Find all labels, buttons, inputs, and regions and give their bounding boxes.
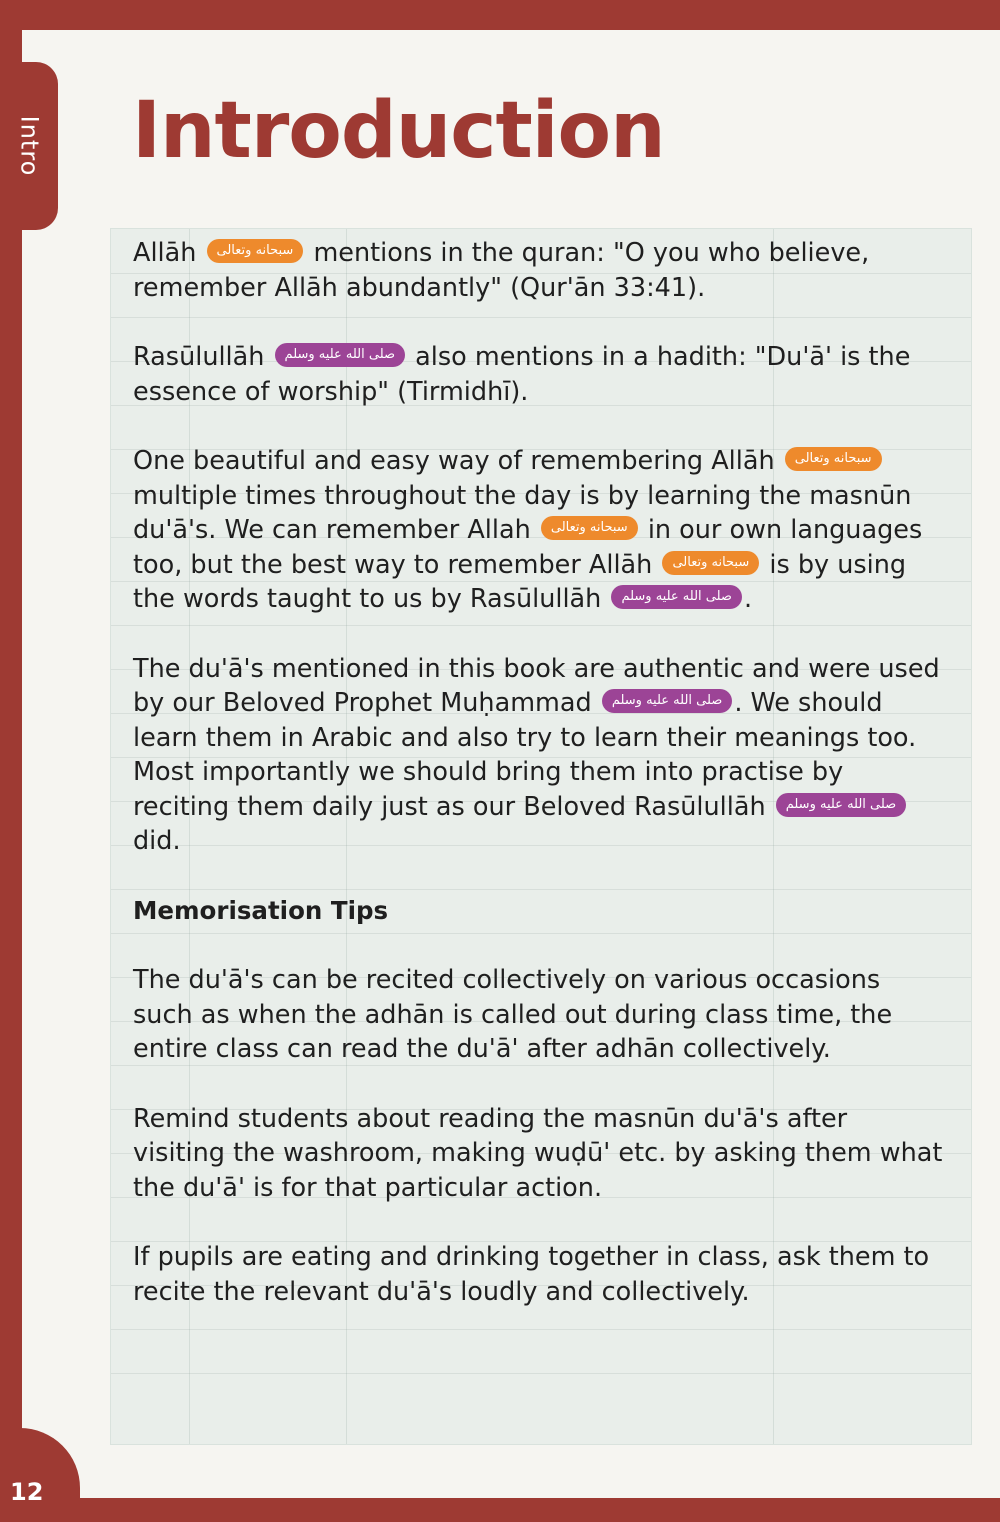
honorific-swt-badge: سبحانه وتعالى xyxy=(662,551,759,575)
honorific-swt-badge: سبحانه وتعالى xyxy=(207,239,304,263)
honorific-swt-badge: سبحانه وتعالى xyxy=(541,516,638,540)
honorific-saw-badge: صلى الله عليه وسلم xyxy=(776,793,907,817)
honorific-saw-badge: صلى الله عليه وسلم xyxy=(275,343,406,367)
paragraph-6: Remind students about reading the masnūn du'ā's after visiting the washroom, making wuḍū' etc. by asking them what the du'ā' is for that particular action. xyxy=(133,1103,943,1203)
honorific-saw-badge: صلى الله عليه وسلم xyxy=(602,689,733,713)
section-tab-label: Intro xyxy=(15,115,44,177)
paragraph-5: The du'ā's can be recited collectively on various occasions such as when the adhān is called out during class time, the entire class can read the du'ā' after adhān collectively. xyxy=(133,965,893,1064)
memorisation-tips-heading: Memorisation Tips xyxy=(133,895,389,925)
page-number: 12 xyxy=(10,1478,44,1506)
honorific-swt-badge: سبحانه وتعالى xyxy=(785,447,882,471)
paragraph-4: The du'ā's mentioned in this book are authentic and were used by our Beloved Prophet Muḥammad صلى الله عليه وسلم . We should learn them in Arabic and also try to learn their meanings too. Most importantly we should bring them into practise by reciting them daily just as our Beloved Rasūlullāh صلى الله عليه وسلم did. xyxy=(133,653,940,856)
paragraph-3: One beautiful and easy way of remembering Allāh سبحانه وتعالى multiple times throughout the day is by learning the masnūn du'ā's. We can remember Allah سبحانه وتعالى in our own languages too, but the best way to remember Allāh سبحانه وتعالى is by using the words taught to us by Rasūlullāh صلى الله عليه وسلم . xyxy=(133,446,923,614)
body-text xyxy=(133,236,943,1344)
honorific-saw-badge: صلى الله عليه وسلم xyxy=(611,585,742,609)
paragraph-1: Allāh سبحانه وتعالى mentions in the quran: "O you who believe, remember Allāh abundantly" (Qur'ān 33:41). xyxy=(133,238,870,303)
paragraph-7: If pupils are eating and drinking together in class, ask them to recite the relevant du'ā's loudly and collectively. xyxy=(133,1242,930,1307)
page-title: Introduction xyxy=(132,86,665,176)
section-tab xyxy=(0,62,58,230)
paragraph-2: Rasūlullāh صلى الله عليه وسلم also mentions in a hadith: "Du'ā' is the essence of worship" (Tirmidhī). xyxy=(133,342,911,407)
